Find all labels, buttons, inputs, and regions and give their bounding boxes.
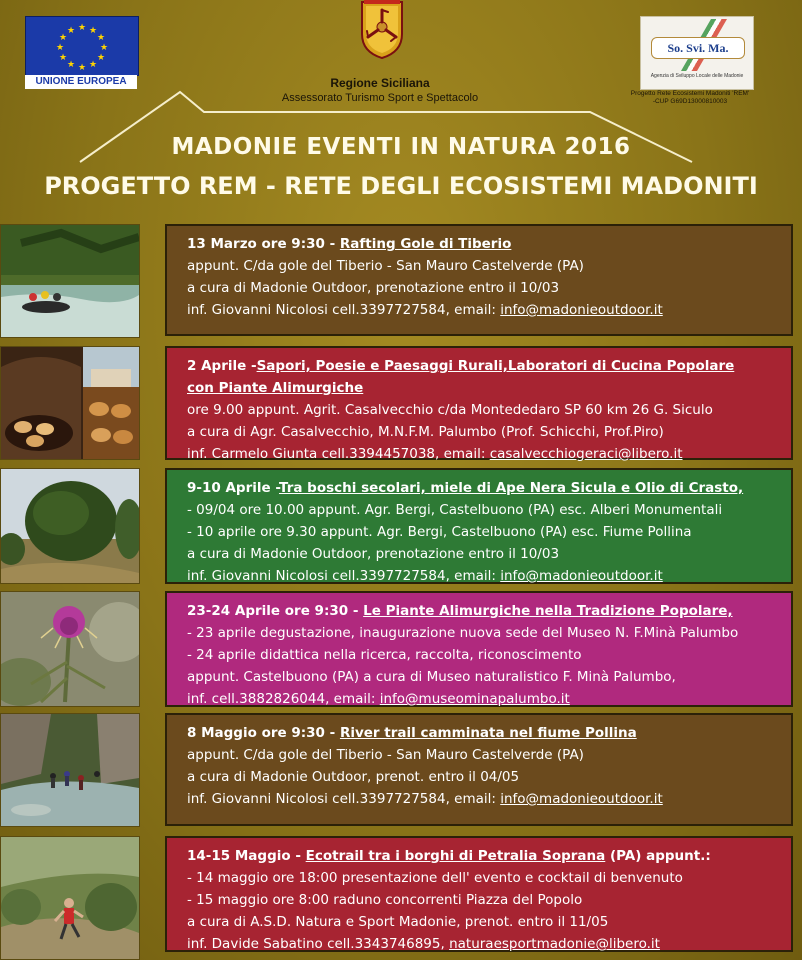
sosvima-tagline: Agenzia di Sviluppo Locale delle Madonie: [650, 73, 744, 79]
svg-text:★: ★: [77, 23, 87, 33]
project-name: Progetto Rete Ecosistemi Madoniti 'REM': [630, 90, 750, 97]
rafting-photo: [0, 224, 140, 338]
event-date: 23-24 Aprile ore 9:30 -: [187, 603, 364, 619]
roof-outline: [0, 0, 802, 200]
event-card-4: [165, 591, 793, 707]
svg-text:★: ★: [77, 63, 87, 73]
event-title-link[interactable]: River trail camminata nel fiume Pollina: [339, 725, 637, 741]
contact-email-link[interactable]: info@madonieoutdoor.it: [500, 568, 663, 584]
event-title-link[interactable]: Ecotrail tra i borghi di Petralia Soprana: [305, 848, 606, 864]
contact-text: inf. Giovanni Nicolosi cell.3397727584, email:: [187, 791, 501, 807]
svg-text:★: ★: [58, 33, 68, 43]
woodland-photo: [0, 468, 140, 584]
event-title-link[interactable]: Le Piante Alimurgiche nella Tradizione Popolare,: [363, 603, 733, 619]
contact-text: inf. Davide Sabatino cell.3343746895,: [187, 936, 450, 952]
event-detail: - 09/04 ore 10.00 appunt. Agr. Bergi, Castelbuono (PA) esc. Alberi Monumentali: [187, 502, 723, 518]
event-title-link[interactable]: Rafting Gole di Tiberio: [339, 236, 512, 252]
contact-text: inf. cell.3882826044, email:: [187, 691, 380, 707]
event-heading: [187, 477, 791, 499]
event-heading: [187, 845, 791, 867]
event-detail: - 10 aprile ore 9.30 appunt. Agr. Bergi, Castelbuono (PA) esc. Fiume Pollina: [187, 524, 692, 540]
svg-text:★: ★: [96, 33, 106, 43]
event-card-3: [165, 468, 793, 584]
thistle-flower-photo: [0, 591, 140, 707]
event-date: 2 Aprile -: [187, 358, 257, 374]
contact-text: inf. Carmelo Giunta cell.3394457038, email:: [187, 446, 490, 462]
event-detail: a cura di Madonie Outdoor, prenotazione entro il 10/03: [187, 546, 560, 562]
event-date: 9-10 Aprile -: [187, 480, 279, 496]
event-contact: [187, 443, 791, 465]
event-heading: [187, 600, 791, 622]
event-detail: - 24 aprile didattica nella ricerca, raccolta, riconoscimento: [187, 647, 582, 663]
event-detail: a cura di Madonie Outdoor, prenot. entro il 04/05: [187, 769, 520, 785]
contact-email-link[interactable]: info@madonieoutdoor.it: [500, 791, 663, 807]
contact-text: inf. Giovanni Nicolosi cell.3397727584, email:: [187, 568, 501, 584]
event-detail: a cura di A.S.D. Natura e Sport Madonie, prenot. entro il 11/05: [187, 914, 609, 930]
region-name: Regione Siciliana: [330, 76, 430, 90]
project-cup: -CUP G69D13000810003: [652, 98, 728, 105]
event-detail: a cura di Madonie Outdoor, prenotazione entro il 10/03: [187, 280, 560, 296]
trail-runner-photo: [0, 836, 140, 960]
event-detail: a cura di Agr. Casalvecchio, M.N.F.M. Palumbo (Prof. Schicchi, Prof.Piro): [187, 424, 664, 440]
event-date: 13 Marzo ore 9:30 -: [187, 236, 340, 252]
svg-text:★: ★: [58, 53, 68, 63]
svg-text:★: ★: [96, 53, 106, 63]
event-heading: [187, 722, 791, 744]
event-contact: [187, 788, 791, 810]
sosvima-name: So. Svi. Ma.: [651, 37, 745, 59]
svg-text:★: ★: [99, 43, 109, 53]
contact-email-link[interactable]: naturaesportmadonie@libero.it: [449, 936, 660, 952]
event-contact: [187, 299, 791, 321]
event-contact: [187, 688, 791, 710]
svg-text:★: ★: [88, 26, 98, 36]
event-card-2: [165, 346, 793, 460]
event-detail: appunt. C/da gole del Tiberio - San Mauro Castelverde (PA): [187, 258, 584, 274]
main-title: MADONIE EVENTI IN NATURA 2016: [171, 134, 631, 160]
bread-oven-photo: [0, 346, 140, 460]
svg-text:★: ★: [88, 60, 98, 70]
event-card-5: [165, 713, 793, 826]
event-heading-suffix: (PA) appunt.:: [605, 848, 711, 864]
svg-text:★: ★: [66, 60, 76, 70]
sub-title: PROGETTO REM - RETE DEGLI ECOSISTEMI MADONITI: [44, 172, 758, 200]
eu-caption: UNIONE EUROPEA: [25, 75, 137, 89]
contact-email-link[interactable]: info@museominapalumbo.it: [379, 691, 570, 707]
event-date: 14-15 Maggio -: [187, 848, 306, 864]
region-department: Assessorato Turismo Sport e Spettacolo: [281, 92, 479, 104]
event-title-link-cont[interactable]: con Piante Alimurgiche: [187, 380, 364, 396]
event-title-link[interactable]: Tra boschi secolari, miele di Ape Nera Sicula e Olio di Crasto,: [278, 480, 744, 496]
event-detail: - 14 maggio ore 18:00 presentazione dell' evento e cocktail di benvenuto: [187, 870, 683, 886]
event-contact: [187, 933, 791, 955]
event-heading: [187, 233, 791, 255]
contact-email-link[interactable]: casalvecchiogeraci@libero.it: [489, 446, 683, 462]
svg-text:★: ★: [66, 26, 76, 36]
event-detail: appunt. C/da gole del Tiberio - San Mauro Castelverde (PA): [187, 747, 584, 763]
event-card-6: [165, 836, 793, 952]
contact-text: inf. Giovanni Nicolosi cell.3397727584, email:: [187, 302, 501, 318]
event-detail: appunt. Castelbuono (PA) a cura di Museo naturalistico F. Minà Palumbo,: [187, 669, 676, 685]
contact-email-link[interactable]: info@madonieoutdoor.it: [500, 302, 663, 318]
event-card-1: [165, 224, 793, 336]
event-contact: [187, 565, 791, 587]
event-detail: ore 9.00 appunt. Agrit. Casalvecchio c/da Montededaro SP 60 km 26 G. Siculo: [187, 402, 713, 418]
event-title-link[interactable]: Sapori, Poesie e Paesaggi Rurali,Laboratori di Cucina Popolare: [256, 358, 735, 374]
event-date: 8 Maggio ore 9:30 -: [187, 725, 340, 741]
event-detail: - 23 aprile degustazione, inaugurazione nuova sede del Museo N. F.Minà Palumbo: [187, 625, 739, 641]
event-heading: [187, 355, 791, 377]
river-trail-photo: [0, 713, 140, 827]
svg-text:★: ★: [55, 43, 65, 53]
event-detail: - 15 maggio ore 8:00 raduno concorrenti Piazza del Popolo: [187, 892, 583, 908]
